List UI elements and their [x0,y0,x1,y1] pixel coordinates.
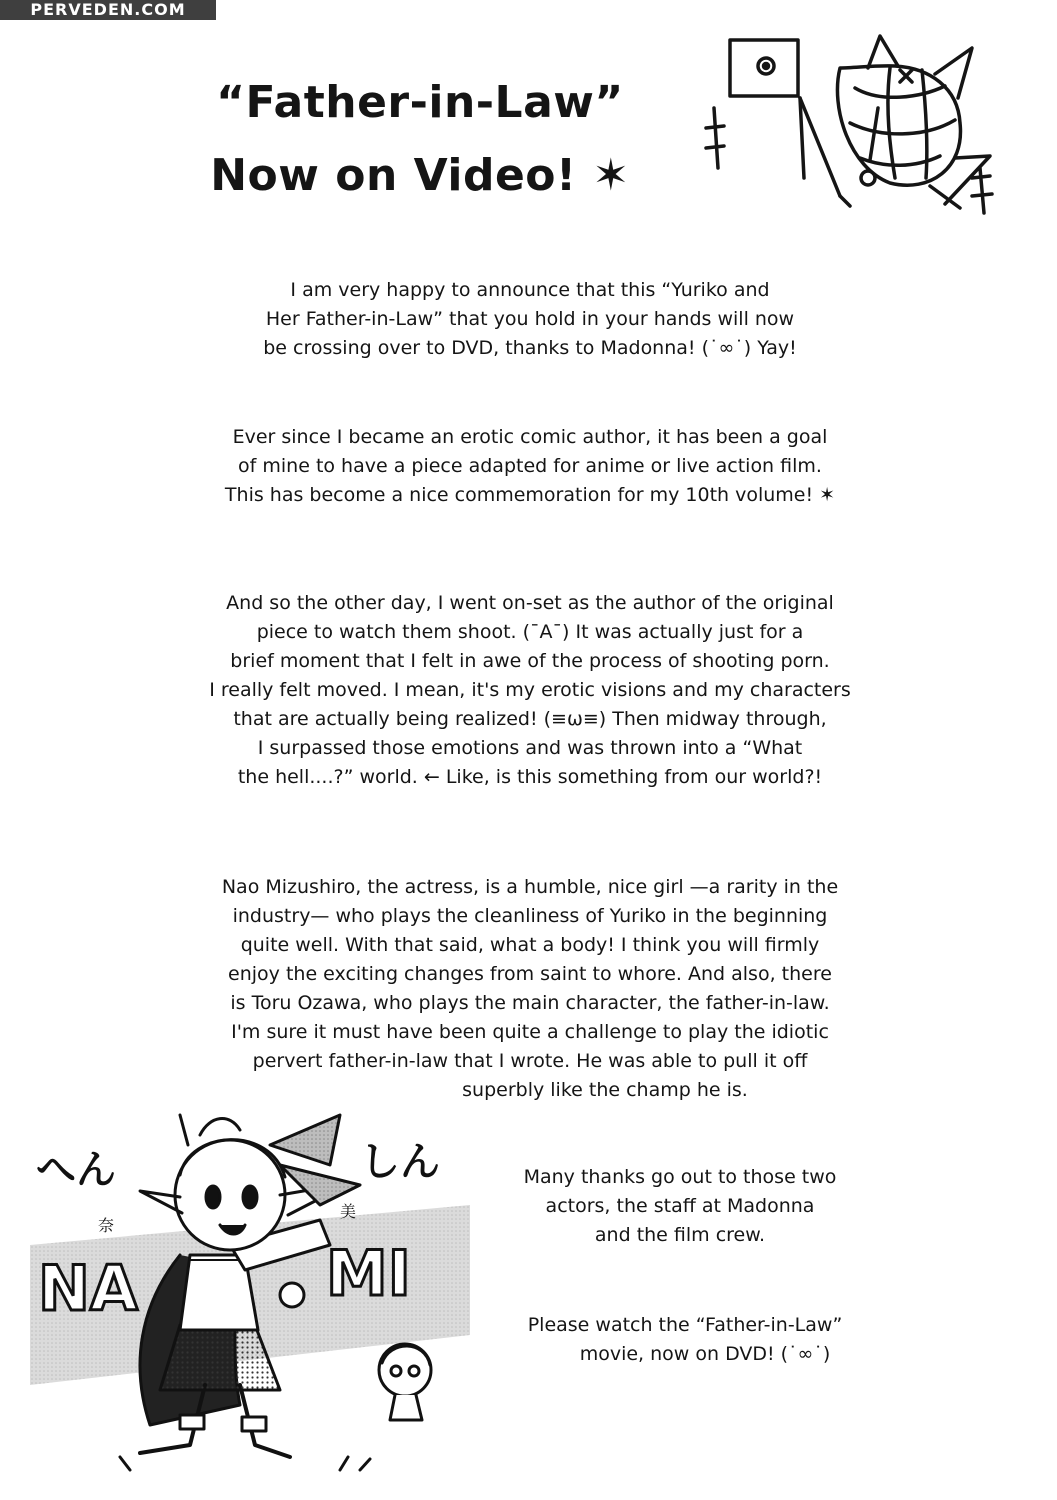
text-line: Her Father-in-Law” that you hold in your hands will now [265,308,795,330]
text-line: actors, the staff at Madonna [545,1195,815,1217]
illustration-kanji-left: 奈 [98,1216,115,1235]
text-line: industry— who plays the cleanliness of Yuriko in the beginning [232,905,828,927]
paragraph-closing [480,1311,890,1369]
paragraph-on-set-visit [140,589,920,792]
site-watermark: PERVEDEN.COM [0,0,216,20]
illustration-word-left: へん [36,1147,116,1193]
text-line: I surpassed those emotions and was thrown into a “What [257,737,803,759]
text-line: Nao Mizushiro, the actress, is a humble, nice girl —a rarity in the [221,876,839,898]
nami-character-illustration [30,1085,470,1485]
text-line: the hell....?” world. ← Like, is this something from our world?! [237,766,823,788]
text-line: Many thanks go out to those two [523,1166,837,1188]
text-line: be crossing over to DVD, thanks to Madonna! (˙∞˙) Yay! [263,337,797,359]
paragraph-dvd-announcement [180,276,880,363]
text-line: I am very happy to announce that this “Yuriko and [290,279,770,301]
text-line: piece to watch them shoot. (¯А¯) It was actually just for a [256,621,804,643]
illustration-name-part-1: NA [38,1252,138,1325]
text-line: is Toru Ozawa, who plays the main character, the father-in-law. [230,992,830,1014]
paragraph-thanks [490,1163,870,1250]
illustration-word-right: しん [360,1139,440,1185]
text-line: movie, now on DVD! (˙∞˙) [579,1343,831,1365]
text-line: quite well. With that said, what a body! I think you will firmly [240,934,820,956]
text-line: brief moment that I felt in awe of the process of shooting porn. [230,650,830,672]
text-line: of mine to have a piece adapted for anime or live action film. [238,455,822,477]
illustration-name-part-2: MI [326,1237,411,1310]
text-line: This has become a nice commemoration for my 10th volume! ✶ [224,484,836,506]
text-line: Please watch the “Father-in-Law” [527,1314,843,1336]
illustration-kanji-right: 美 [340,1202,357,1221]
page-title-line-1: “Father-in-Law” [216,77,624,128]
text-line: that are actually being realized! (≡ω≡) Then midway through, [233,708,827,730]
cat-doodle-icon [690,28,1020,228]
text-line: superbly like the champ he is. [462,1079,748,1101]
text-line: And so the other day, I went on-set as the author of the original [226,592,834,614]
paragraph-author-goal [160,423,900,510]
text-line: Ever since I became an erotic comic author, it has been a goal [232,426,828,448]
paragraph-cast [140,873,920,1105]
text-line: I really felt moved. I mean, it's my erotic visions and my characters [209,679,851,701]
text-line: and the film crew. [594,1224,766,1246]
text-line: I'm sure it must have been quite a challenge to play the idiotic [231,1021,829,1043]
text-line: pervert father-in-law that I wrote. He was able to pull it off [252,1050,808,1072]
page-title-line-2: Now on Video! ✶ [210,150,630,201]
text-line: enjoy the exciting changes from saint to whore. And also, there [228,963,832,985]
